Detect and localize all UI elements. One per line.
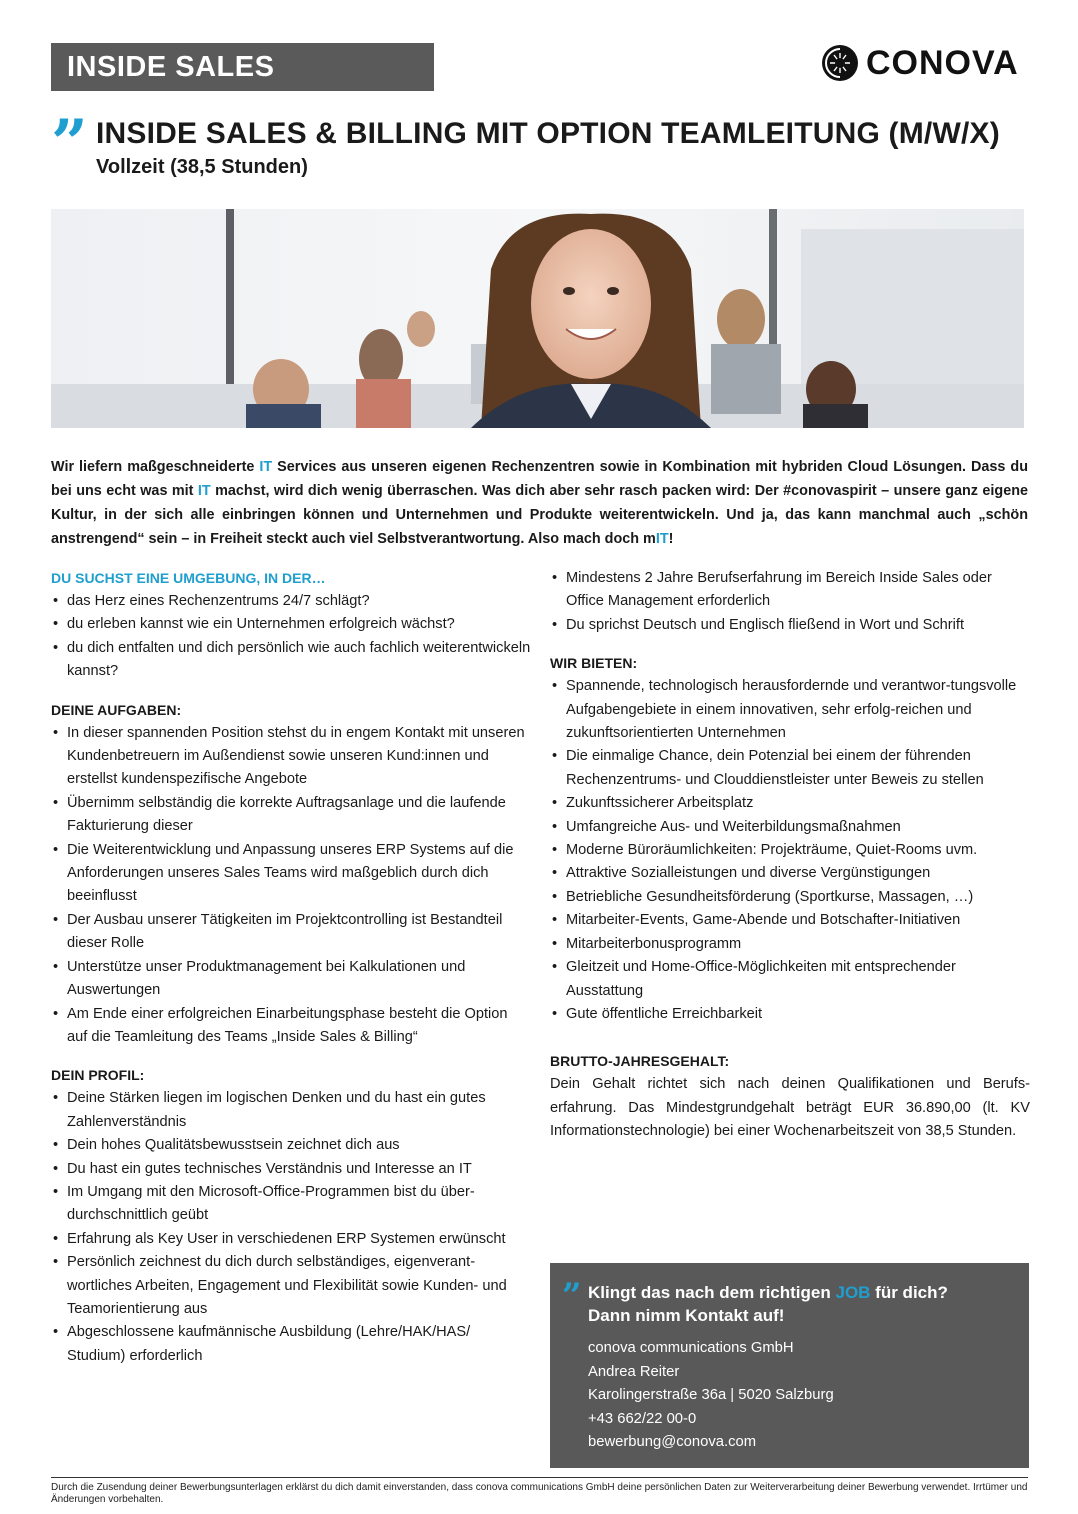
contact-box: [550, 1263, 1029, 1468]
list-item: • Dein hohes Qualitätsbewusstsein zeichnet dich aus: [51, 1134, 531, 1157]
section-title-umgebung: DU SUCHST EINE UMGEBUNG, IN DER…: [51, 570, 326, 586]
list-item: • du erleben kannst wie ein Unternehmen erfolgreich wächst?: [51, 613, 531, 636]
list-item: • Die einmalige Chance, dein Potenzial bei einem der führenden Rechenzentrums- und Clouddienstleister unter Beweis zu stellen: [550, 745, 1030, 792]
footer-disclaimer: Durch die Zusendung deiner Bewerbungsunterlagen erklärst du dich damit einverstanden, dass conova communications GmbH deine persönlichen Daten zur Weiterverarbeitung deiner Bewerbung verwendet. Irrtümer und Änderungen vorbehalten.: [51, 1482, 1028, 1505]
job-category-tag: [51, 43, 434, 91]
list-item: • Am Ende einer erfolgreichen Einarbeitungsphase besteht die Option auf die Teamleitung des Teams „Inside Sales & Billing“: [51, 1003, 531, 1050]
list-aufgaben: [51, 722, 531, 1050]
list-profil: [51, 1087, 531, 1368]
hero-image: [51, 209, 1024, 428]
list-item: • Persönlich zeichnest du dich durch selbständiges, eigenverant-wortliches Arbeiten, Engagement und Flexibilität sowie Kunden- und Teamorientierung aus: [51, 1251, 531, 1321]
list-item: • Zukunftssicherer Arbeitsplatz: [550, 792, 1030, 815]
list-umgebung: [51, 590, 531, 684]
list-item: • Mitarbeiterbonusprogramm: [550, 933, 1030, 956]
footer-divider: [51, 1477, 1028, 1478]
job-subtitle: Vollzeit (38,5 Stunden): [96, 156, 308, 178]
intro-paragraph: Wir liefern maßgeschneiderte IT Services aus unseren eigenen Rechenzentren sowie in Kombination mit hybriden Cloud Lösungen. Dass du bei uns echt was mit IT machst, wird dich wenig überraschen. Was dich aber sehr rasch packen wird: Der #conovaspirit – unsere ganz eigene Kultur, in der sich alle einbringen können und Unternehmen und Produkte weiterentwickeln. Und ja, das kann manchmal auch „schön anstrengend“ sein – in Freiheit steckt auch viel Selbstverantwortung. Also mach doch mIT!: [51, 459, 1028, 547]
section-title-profil: DEIN PROFIL:: [51, 1067, 145, 1084]
list-item: • du dich entfalten und dich persönlich wie auch fachlich weiterentwickeln kannst?: [51, 637, 531, 684]
list-item: • Erfahrung als Key User in verschiedenen ERP Systemen erwünscht: [51, 1228, 531, 1251]
conova-logo-icon: [820, 43, 860, 83]
section-title-aufgaben: DEINE AUFGABEN:: [51, 701, 182, 718]
list-item: • Attraktive Sozialleistungen und diverse Vergünstigungen: [550, 862, 1030, 885]
list-bieten: [550, 675, 1030, 1026]
section-title-bieten: WIR BIETEN:: [550, 655, 638, 672]
list-item: • Im Umgang mit den Microsoft-Office-Programmen bist du über-durchschnittlich geübt: [51, 1181, 531, 1228]
highlight-it: IT: [259, 459, 273, 475]
list-item: • Deine Stärken liegen im logischen Denken und du hast ein gutes Zahlenverständnis: [51, 1087, 531, 1134]
list-item: • Unterstütze unser Produktmanagement bei Kalkulationen und Auswertungen: [51, 956, 531, 1003]
job-title: INSIDE SALES & BILLING MIT OPTION TEAMLEITUNG (M/W/X): [96, 117, 1000, 150]
list-item: • das Herz eines Rechenzentrums 24/7 schlägt?: [51, 590, 531, 613]
list-item: • Mitarbeiter-Events, Game-Abende und Botschafter-Initiativen: [550, 909, 1030, 932]
list-item: • Du sprichst Deutsch und Englisch fließend in Wort und Schrift: [550, 614, 1030, 637]
contact-heading: Klingt das nach dem richtigen JOB für dich? Dann nimm Kontakt auf!: [588, 1283, 948, 1325]
salary-text: Dein Gehalt richtet sich nach deinen Qualifikationen und Berufs-erfahrung. Das Mindestgrundgehalt beträgt EUR 36.890,00 (lt. KV Informationstechnologie) bei einer Wochenarbeitszeit von 38,5 Stunden.: [550, 1076, 1030, 1140]
list-item: • Gleitzeit und Home-Office-Möglichkeiten mit entsprechender Ausstattung: [550, 956, 1030, 1003]
list-item: • Umfangreiche Aus- und Weiterbildungsmaßnahmen: [550, 816, 1030, 839]
contact-email[interactable]: bewerbung@conova.com: [588, 1434, 757, 1450]
company-logo: [820, 43, 1019, 83]
list-item: • Abgeschlossene kaufmännische Ausbildung (Lehre/HAK/HAS/ Studium) erforderlich: [51, 1321, 531, 1368]
list-item: • Die Weiterentwicklung und Anpassung unseres ERP Systems auf die Anforderungen unseres Sales Teams wird maßgeblich durch dich beeinflusst: [51, 839, 531, 909]
highlight-job: JOB: [835, 1283, 871, 1302]
logo-wordmark: CONOVA: [866, 43, 1019, 82]
list-item: • Gute öffentliche Erreichbarkeit: [550, 1003, 1030, 1026]
highlight-it: IT: [655, 531, 669, 547]
contact-company: conova communications GmbH: [588, 1340, 794, 1356]
list-item: • Betriebliche Gesundheitsförderung (Sportkurse, Massagen, …): [550, 886, 1030, 909]
list-item: • Spannende, technologisch herausfordernde und verantwor-tungsvolle Aufgabengebiete in einem innovativen, sehr erfolg-reichen und zukunftsorientierten Unternehmen: [550, 675, 1030, 745]
list-item: • Moderne Büroräumlichkeiten: Projekträume, Quiet-Rooms uvm.: [550, 839, 1030, 862]
contact-details: [588, 1337, 834, 1455]
left-column: [51, 567, 531, 1368]
list-item: • Mindestens 2 Jahre Berufserfahrung im Bereich Inside Sales oder Office Management erforderlich: [550, 567, 1030, 614]
highlight-it: IT: [197, 483, 211, 499]
job-category-label: INSIDE SALES: [67, 51, 275, 83]
contact-phone[interactable]: +43 662/22 00-0: [588, 1410, 697, 1427]
quote-icon: ”: [51, 106, 88, 181]
contact-person: Andrea Reiter: [588, 1363, 680, 1380]
section-title-gehalt: BRUTTO-JAHRESGEHALT:: [550, 1053, 730, 1070]
list-item: • Der Ausbau unserer Tätigkeiten im Projektcontrolling ist Bestandteil dieser Rolle: [51, 909, 531, 956]
list-item: • Du hast ein gutes technisches Verständnis und Interesse an IT: [51, 1158, 531, 1181]
list-item: • In dieser spannenden Position stehst du in engem Kontakt mit unseren Kundenbetreuern im Außendienst sowie unseren Kund:innen und erstellst kundenspezifische Angebote: [51, 722, 531, 792]
right-column: [550, 567, 1030, 1144]
quote-icon: ”: [562, 1276, 582, 1316]
list-item: • Übernimm selbständig die korrekte Auftragsanlage und die laufende Fakturierung dieser: [51, 792, 531, 839]
list-profil-continued: [550, 567, 1030, 637]
contact-address: Karolingerstraße 36a | 5020 Salzburg: [588, 1387, 834, 1403]
